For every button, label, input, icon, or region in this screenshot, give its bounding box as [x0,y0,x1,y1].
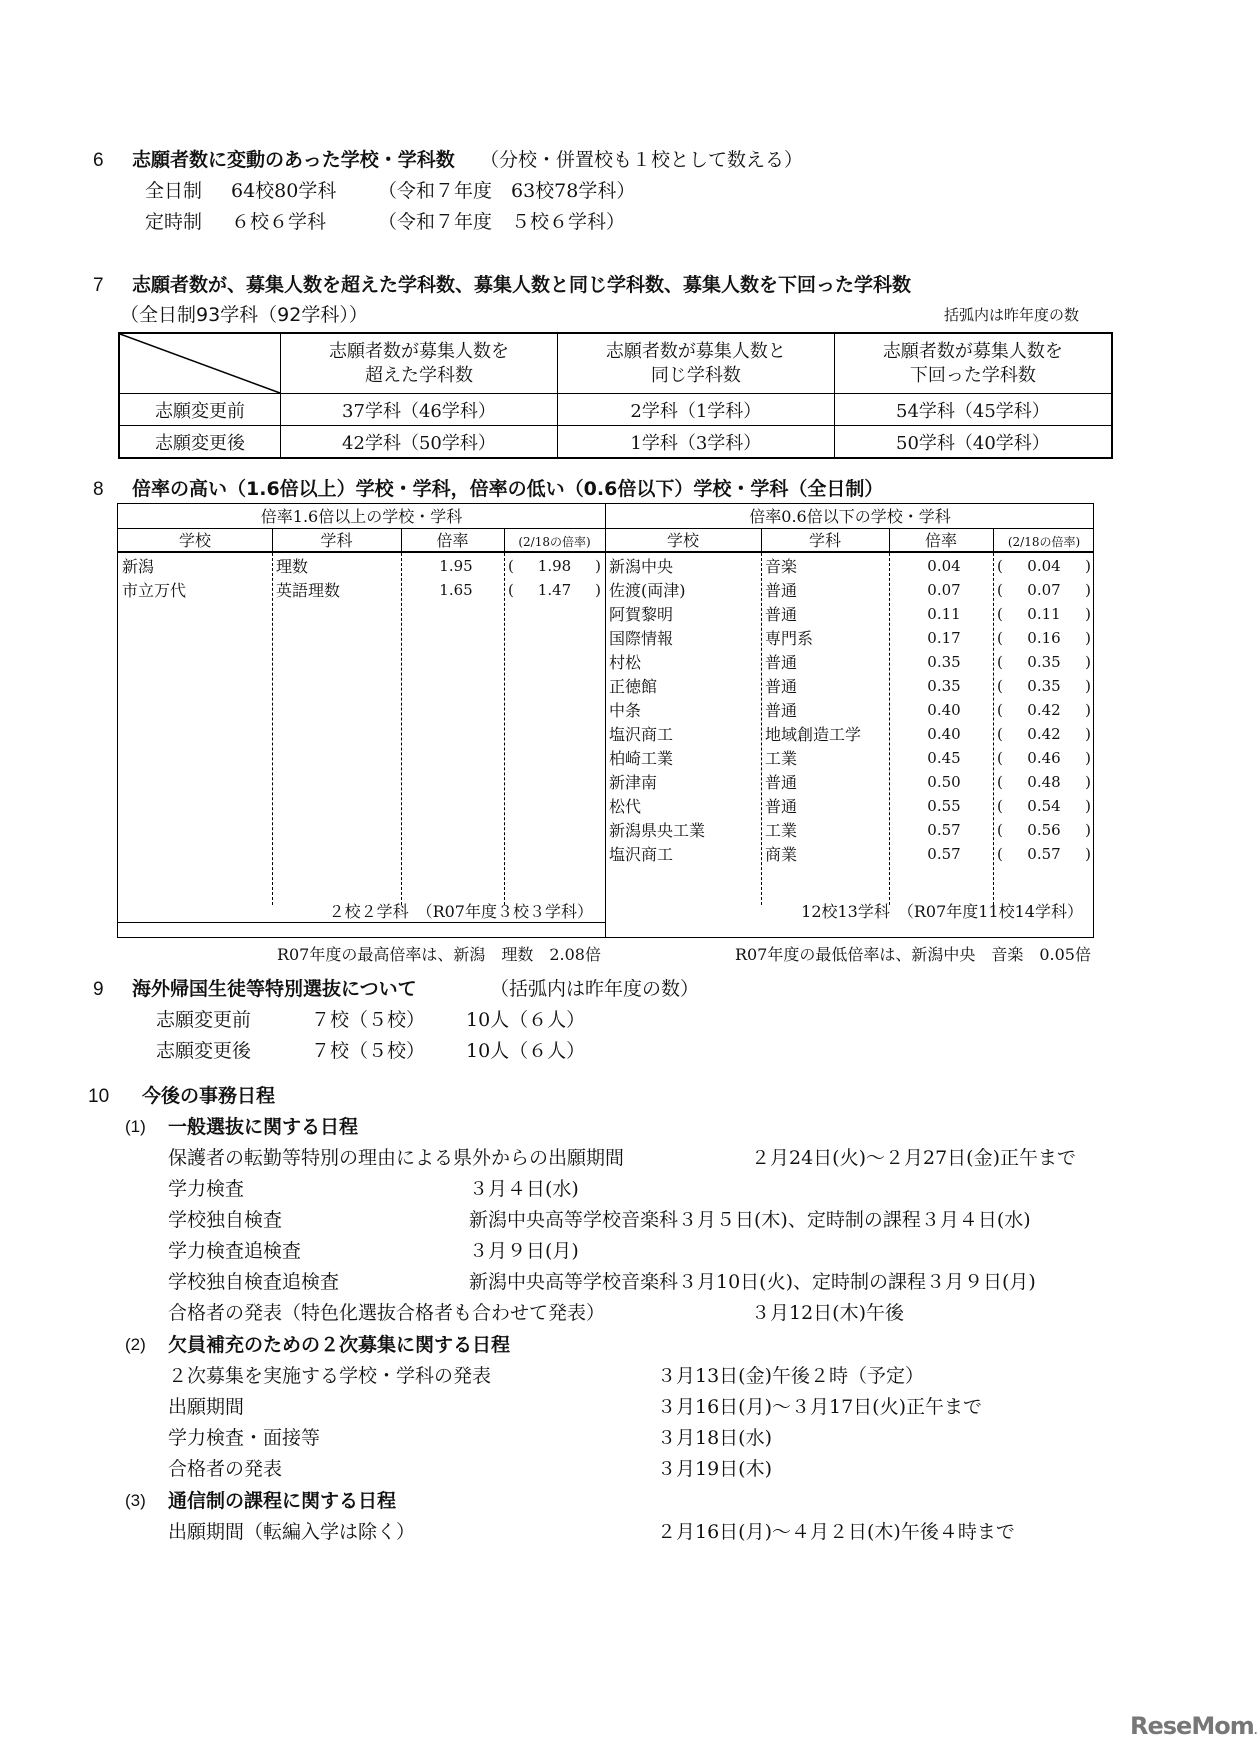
prev-ratio: ( 0.35 ) [997,677,1091,695]
school-name: 阿賀黎明 [609,605,674,624]
s6-value: 64校80学科 [231,180,337,202]
department-name: 普通 [765,653,798,672]
schedule-label: 保護者の転勤等特別の理由による県外からの出願期間 [168,1147,625,1169]
schedule-date: ２月24日(火)～２月27日(金)正午まで [751,1147,1077,1169]
resemom-logo: ReseMom. [1130,1712,1257,1740]
diagonal-corner-cell [119,333,281,394]
section-6-number: 6 [93,150,104,171]
schedule-date: ３月12日(木)午後 [751,1302,905,1324]
ratio-value: 0.11 [927,605,961,623]
department-name: 普通 [765,605,798,624]
prev-ratio: ( 0.16 ) [997,629,1091,647]
ratio-value: 0.57 [927,845,961,863]
ratio-value: 0.17 [927,629,961,647]
school-name: 市立万代 [122,581,187,600]
s6-prev: （令和７年度 63校78学科） [378,180,636,202]
section-8-title: 倍率の高い（1.6倍以上）学校・学科，倍率の低い（0.6倍以下）学校・学科（全日制） [132,478,884,500]
group-title: 一般選抜に関する日程 [168,1116,359,1138]
column-header: 倍率 [924,531,957,550]
section-7-number: 7 [93,275,104,296]
s9-people: 10人（６人） [466,1040,586,1062]
cell: 2学科（1学科） [557,394,834,426]
schedule-date: 新潟中央高等学校音楽科３月10日(火)、定時制の課程３月９日(月) [469,1271,1036,1293]
school-name: 柏崎工業 [609,749,674,768]
school-name: 松代 [609,797,642,816]
department-name: 専門系 [765,629,814,648]
prev-ratio: ( 0.04 ) [997,557,1091,575]
prev-ratio-value: 0.57 [1027,845,1061,863]
s6-label: 全日制 [145,180,203,202]
section-7-note: 括弧内は昨年度の数 [944,306,1080,324]
group-number: (2) [125,1335,146,1354]
prev-ratio-value: 0.42 [1027,725,1061,743]
prev-ratio: ( 0.57 ) [997,845,1091,863]
column-header: 学校 [666,531,699,550]
schedule-date: ３月19日(木) [657,1458,773,1480]
school-name: 正徳館 [609,677,658,696]
schedule-label: 学力検査・面接等 [168,1427,321,1449]
s9-label: 志願変更前 [156,1009,252,1031]
section-9-number: 9 [93,979,104,1000]
ratio-value: 0.55 [927,797,961,815]
department-name: 商業 [765,845,798,864]
section-8-number: 8 [93,479,104,500]
schedule-date: ２月16日(月)～４月２日(木)午後４時まで [657,1521,1015,1543]
footnote: R07年度の最高倍率は、新潟 理数 2.08倍 [276,945,601,964]
row-label: 志願変更後 [119,426,281,459]
total-count: 12校13学科 （R07年度11校14学科） [801,902,1083,921]
school-name: 新津南 [609,773,658,792]
section-6-title: 志願者数に変動のあった学校・学科数 [132,149,455,171]
department-name: 普通 [765,701,798,720]
schedule-date: ３月18日(水) [657,1427,773,1449]
department-name: 工業 [765,821,798,840]
schedule-date: ３月13日(金)午後２時（予定） [657,1365,925,1387]
ratio-table [117,503,1094,964]
schedule-date: 新潟中央高等学校音楽科３月５日(木)、定時制の課程３月４日(水) [469,1209,1031,1231]
department-name: 理数 [276,557,309,576]
schedule-label: 学校独自検査 [168,1209,283,1231]
prev-ratio-value: 0.04 [1027,557,1061,575]
s6-label: 定時制 [145,211,203,233]
group-number: (3) [125,1491,146,1510]
divider-line [118,528,1093,529]
column-header: 志願者数が募集人数と 同じ学科数 [557,333,834,394]
cell: 54学科（45学科） [834,394,1112,426]
group-title: 通信制の課程に関する日程 [168,1490,397,1512]
ratio-value: 0.45 [927,749,961,767]
cell: 37学科（46学科） [281,394,558,426]
prev-ratio-value: 0.54 [1027,797,1061,815]
prev-ratio-value: 0.16 [1027,629,1061,647]
section-7-title: 志願者数が、募集人数を超えた学科数、募集人数と同じ学科数、募集人数を下回った学科数 [132,274,912,296]
ratio-value: 0.40 [927,725,961,743]
section-7-subtitle: （全日制93学科（92学科）） [120,304,368,326]
ratio-value: 0.50 [927,773,961,791]
ratio-value: 1.65 [439,581,473,599]
department-name: 音楽 [765,557,798,576]
schedule-label: 出願期間 [168,1396,245,1418]
prev-ratio: ( 0.48 ) [997,773,1091,791]
s9-schools: ７校（５校） [311,1009,426,1031]
prev-ratio: ( 0.54 ) [997,797,1091,815]
section-10-title: 今後の事務日程 [142,1085,276,1107]
prev-ratio-value: 0.48 [1027,773,1061,791]
department-name: 地域創造工学 [765,725,862,744]
prev-ratio: ( 0.56 ) [997,821,1091,839]
dashed-divider [272,553,273,905]
cell: 1学科（3学科） [557,426,834,459]
schedule-label: 学力検査 [168,1178,245,1200]
prev-ratio: ( 0.46 ) [997,749,1091,767]
column-header: (2/18の倍率) [1007,535,1081,549]
prev-ratio-value: 0.35 [1027,653,1061,671]
ratio-value: 0.57 [927,821,961,839]
ratio-value: 0.35 [927,677,961,695]
group-title: 欠員補充のための２次募集に関する日程 [168,1334,511,1356]
schedule-label: 学力検査追検査 [168,1240,302,1262]
schedule-label: 合格者の発表（特色化選抜合格者も合わせて発表） [168,1302,606,1324]
department-name: 工業 [765,749,798,768]
prev-ratio-value: 0.35 [1027,677,1061,695]
prev-ratio-value: 0.42 [1027,701,1061,719]
section-9-title: 海外帰国生徒等特別選抜について [132,978,417,1000]
prev-ratio-value: 0.56 [1027,821,1061,839]
prev-ratio-value: 0.46 [1027,749,1061,767]
column-header: 志願者数が募集人数を 超えた学科数 [281,333,558,394]
schedule-label: ２次募集を実施する学校・学科の発表 [168,1365,492,1387]
ratio-value: 0.35 [927,653,961,671]
ratio-value: 0.40 [927,701,961,719]
s6-prev: （令和７年度 ５校６学科） [378,211,626,233]
divider-line [118,922,605,923]
dashed-divider [993,553,994,905]
row-label: 志願変更前 [119,394,281,426]
prev-ratio-value: 1.98 [537,557,572,575]
divider-line [605,504,606,937]
prev-ratio: ( 1.47 ) [508,581,601,599]
footnote: R07年度の最低倍率は、新潟中央 音楽 0.05倍 [734,945,1091,964]
schedule-label: 出願期間（転編入学は除く） [168,1521,416,1543]
column-header: 学校 [178,531,211,550]
dashed-divider [504,553,505,905]
column-header: 志願者数が募集人数を 下回った学科数 [834,333,1112,394]
ratio-value: 1.95 [439,557,473,575]
prev-ratio: ( 0.42 ) [997,701,1091,719]
dashed-divider [889,553,890,905]
department-name: 普通 [765,581,798,600]
section-6-note: （分校・併置校も１校として数える） [480,149,804,171]
schedule-label: 合格者の発表 [168,1458,283,1480]
cell: 50学科（40学科） [834,426,1112,459]
s9-label: 志願変更後 [156,1040,252,1062]
s9-schools: ７校（５校） [311,1040,426,1062]
dashed-divider [761,553,762,905]
schedule-date: ３月４日(水) [469,1178,579,1200]
schedule-label: 学校独自検査追検査 [168,1271,340,1293]
table-caption: 倍率0.6倍以下の学校・学科 [749,507,951,526]
table-row [119,426,1112,459]
school-name: 新潟 [122,557,155,576]
prev-ratio: ( 0.35 ) [997,653,1091,671]
prev-ratio-value: 0.07 [1027,581,1061,599]
school-name: 塩沢商工 [609,845,674,864]
prev-ratio: ( 0.11 ) [997,605,1091,623]
school-name: 塩沢商工 [609,725,674,744]
s9-people: 10人（６人） [466,1009,586,1031]
department-name: 普通 [765,797,798,816]
department-name: 普通 [765,677,798,696]
school-name: 佐渡(両津) [609,581,686,600]
school-name: 中条 [609,701,642,720]
application-count-table [118,332,1113,459]
ratio-value: 0.04 [927,557,961,575]
s6-value: ６校６学科 [231,211,327,233]
section-10-number: 10 [88,1086,110,1107]
column-header: 倍率 [436,531,469,550]
ratio-value: 0.07 [927,581,961,599]
prev-ratio-value: 0.11 [1027,605,1061,623]
column-header: 学科 [320,531,353,550]
department-name: 英語理数 [276,581,341,600]
department-name: 普通 [765,773,798,792]
school-name: 新潟中央 [609,557,674,576]
school-name: 新潟県央工業 [609,821,706,840]
prev-ratio: ( 1.98 ) [508,557,601,575]
cell: 42学科（50学科） [281,426,558,459]
prev-ratio-value: 1.47 [537,581,572,599]
column-header: (2/18の倍率) [518,535,591,549]
prev-ratio: ( 0.42 ) [997,725,1091,743]
table-caption: 倍率1.6倍以上の学校・学科 [260,507,463,526]
total-count: ２校２学科 （R07年度３校３学科） [328,902,593,921]
school-name: 村松 [609,653,642,672]
section-9-note: （括弧内は昨年度の数） [490,978,700,1000]
school-name: 国際情報 [609,629,674,648]
column-header: 学科 [808,531,841,550]
table-row [119,394,1112,426]
group-number: (1) [125,1117,146,1136]
diagonal-line [120,334,280,393]
divider-line [118,551,1093,553]
schedule-date: ３月16日(月)～３月17日(火)正午まで [657,1396,983,1418]
prev-ratio: ( 0.07 ) [997,581,1091,599]
dashed-divider [401,553,402,905]
schedule-date: ３月９日(月) [469,1240,579,1262]
